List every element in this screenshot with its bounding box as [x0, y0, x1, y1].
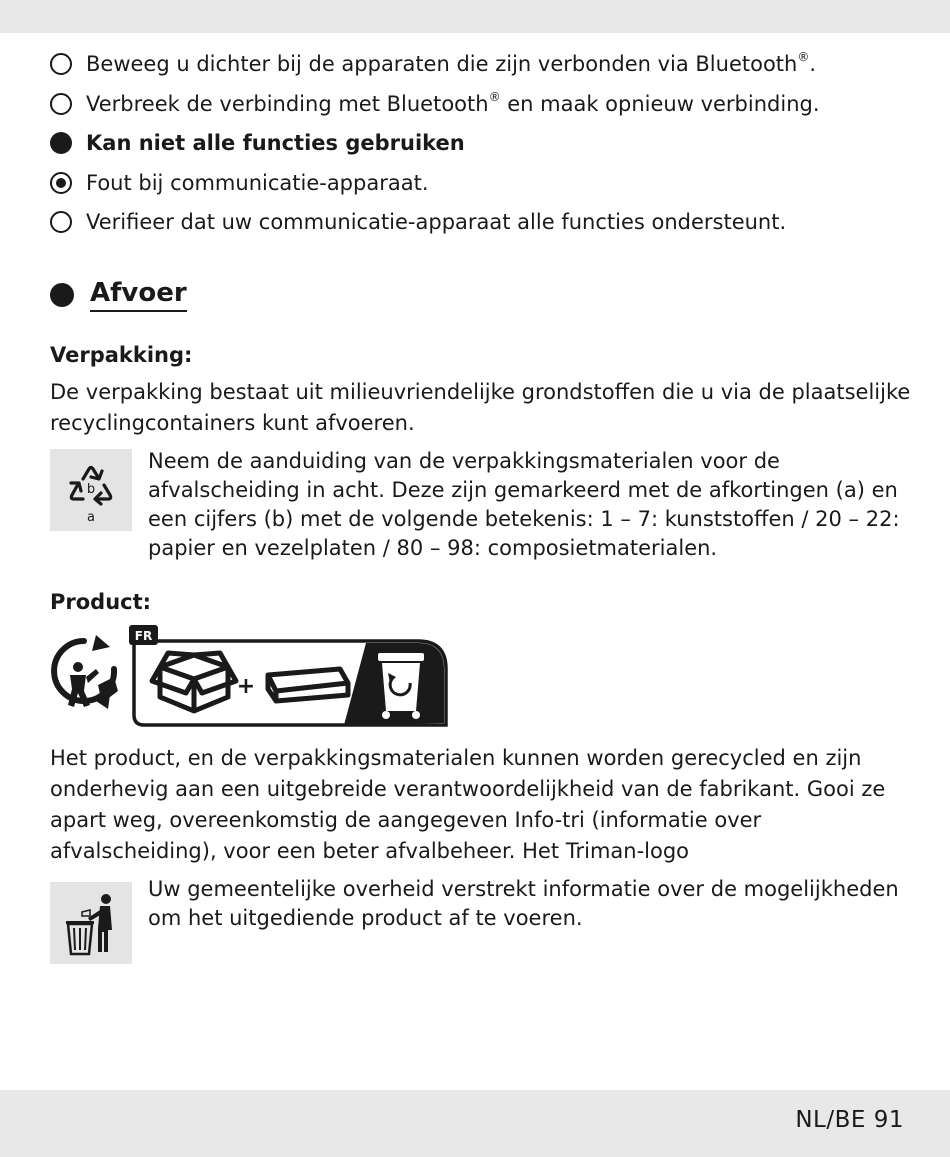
- triman-plus-sign: +: [236, 674, 256, 699]
- waste-bin-icon-box: [50, 882, 132, 964]
- problem-heading-text: Kan niet alle functies gebruiken: [86, 131, 465, 155]
- problem-heading: [50, 128, 465, 158]
- cause-item: [50, 168, 429, 198]
- triman-person-icon: [54, 635, 118, 709]
- empty-circle-bullet-icon: [50, 53, 72, 75]
- bullet-text: Beweeg u dichter bij de apparaten die zijn verbonden via Bluetooth®.: [86, 50, 817, 76]
- person-trash-bin-icon: [50, 882, 132, 964]
- cause-text: Fout bij communicatie-apparaat.: [86, 171, 429, 195]
- bullet-text: Verifieer dat uw communicatie-apparaat alle functies ondersteunt.: [86, 210, 787, 234]
- triman-country-label: FR: [134, 629, 153, 643]
- header-band: [0, 0, 950, 33]
- bullet-item: [50, 89, 820, 119]
- bin-text: Uw gemeentelijke overheid verstrekt informatie over de mogelijkheden om het uitgediende product af te voeren.: [148, 877, 899, 930]
- packaging-text: De verpakking bestaat uit milieuvriendelijke grondstoffen die u via de plaatselijke recyclingcontainers kunt afvoeren.: [50, 380, 911, 435]
- page-number: NL/BE 91: [795, 1107, 904, 1133]
- product-heading: Product:: [50, 590, 152, 614]
- empty-circle-bullet-icon: [50, 211, 72, 233]
- bullet-item: [50, 49, 816, 79]
- bullet-text: Verbreek de verbinding met Bluetooth® en maak opnieuw verbinding.: [86, 90, 820, 116]
- triman-logo-icon: [48, 625, 448, 729]
- recycle-label-b: b: [86, 482, 96, 497]
- filled-circle-bullet-icon: [50, 283, 74, 307]
- packaging-icon-text: Neem de aanduiding van de verpakkingsmaterialen voor de afvalscheiding in acht. Deze zijn gemarkeerd met de afkortingen (a) en een cijfers (b) met de volgende betekenis: 1 – 7: kunststoffen / 20 – 22: papier en vezelplaten / 80 – 98: composietmaterialen.: [148, 449, 900, 560]
- section-heading: [50, 278, 187, 312]
- bullet-item: [50, 207, 786, 237]
- packaging-heading: Verpakking:: [50, 343, 193, 367]
- triman-info-tri-logo: [48, 625, 448, 729]
- dot-circle-bullet-icon: [50, 172, 72, 194]
- recycle-label-a: a: [87, 510, 95, 525]
- recycling-code-icon-box: [50, 449, 132, 531]
- recycle-triangle-icon: [50, 449, 132, 531]
- product-text: Het product, en de verpakkingsmaterialen kunnen worden gerecycled en zijn onderhevig aan een uitgebreide verantwoordelijkheid van de fabrikant. Gooi ze apart weg, overeenkomstig de aangegeven Info-tri (informatie over afvalscheiding), voor een beter afvalbeheer. Het Triman-logo: [50, 746, 886, 863]
- tray-icon: [268, 669, 348, 701]
- empty-circle-bullet-icon: [50, 93, 72, 115]
- filled-circle-bullet-icon: [50, 132, 72, 154]
- cardboard-box-icon: [152, 653, 236, 711]
- section-title: Afvoer: [90, 278, 187, 312]
